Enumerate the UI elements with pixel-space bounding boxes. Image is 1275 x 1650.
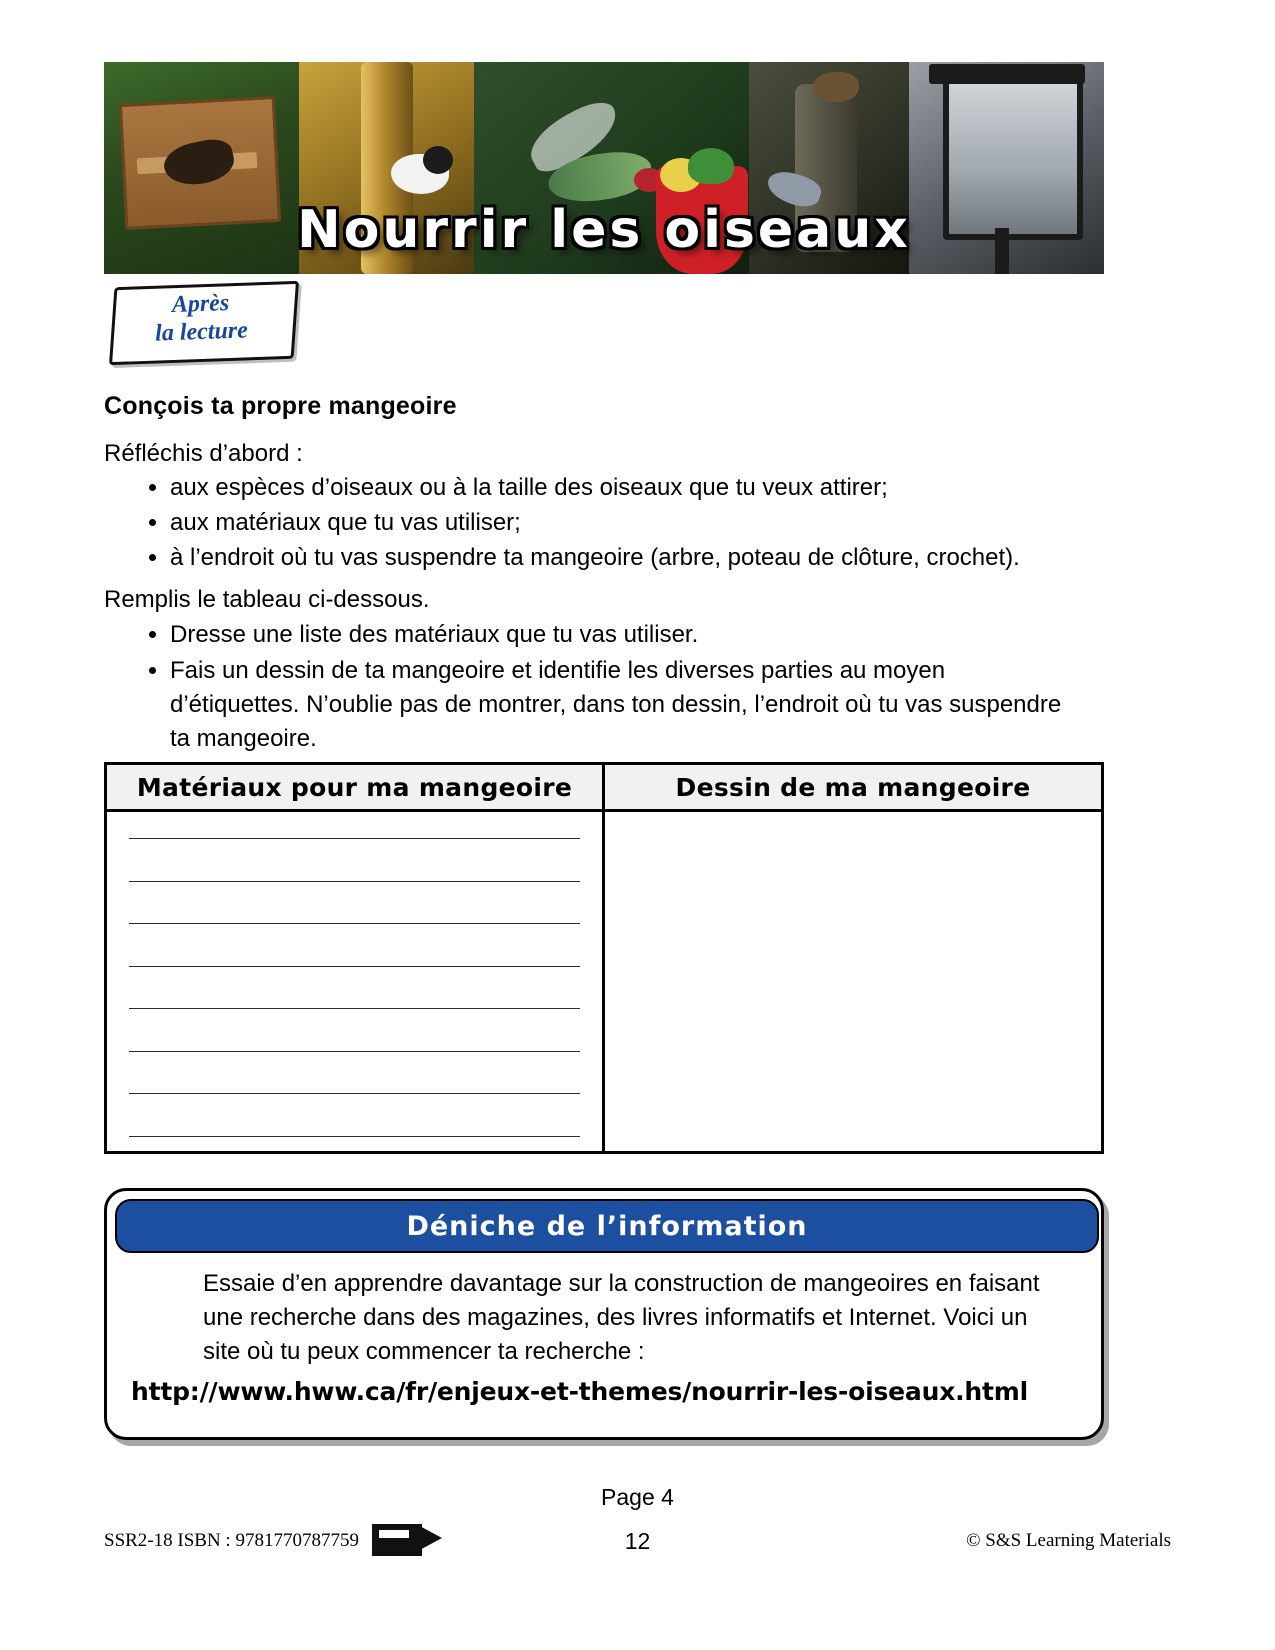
writing-line[interactable] bbox=[129, 1051, 580, 1052]
list-item: • Dresse une liste des matériaux que tu vas utiliser. bbox=[170, 618, 1070, 652]
page-label: Page 4 bbox=[601, 1484, 674, 1510]
list-item: • Fais un dessin de ta mangeoire et identifie les diverses parties au moyen d’étiquettes. N’oublie pas de montrer, dans ton dessin, l’endroit où tu vas suspendre ta mangeoire. bbox=[170, 654, 1070, 756]
list-item: • aux espèces d’oiseaux ou à la taille des oiseaux que tu veux attirer; bbox=[170, 472, 1150, 504]
instruction-list-2 bbox=[142, 618, 1070, 758]
instruction-list-1 bbox=[142, 472, 1150, 577]
badge-label bbox=[111, 287, 291, 349]
footer-page-number: 12 bbox=[624, 1528, 651, 1554]
banner-photo-sock-feeder-nuthatch bbox=[749, 62, 909, 274]
header-photo-banner bbox=[104, 62, 1104, 274]
banner-photo-wooden-box-feeder bbox=[104, 62, 299, 274]
table-body-row bbox=[107, 812, 1101, 1151]
worksheet-table bbox=[104, 762, 1104, 1154]
perched-bird-shape bbox=[813, 72, 859, 102]
footer-copyright: © S&S Learning Materials bbox=[966, 1530, 1171, 1551]
instruction-lead-2: Remplis le tableau ci-dessous. bbox=[104, 586, 430, 613]
writing-line[interactable] bbox=[129, 966, 580, 967]
writing-line[interactable] bbox=[129, 838, 580, 839]
after-reading-badge bbox=[112, 284, 290, 356]
instruction-lead-1: Réfléchis d’abord : bbox=[104, 440, 303, 467]
lantern-feeder-shape bbox=[943, 78, 1083, 240]
table-header-drawing: Dessin de ma mangeoire bbox=[675, 772, 1031, 802]
information-callout-box bbox=[104, 1188, 1104, 1440]
information-callout-header bbox=[115, 1199, 1099, 1253]
list-item: • aux matériaux que tu vas utiliser; bbox=[170, 507, 1150, 539]
list-item: • à l’endroit où tu vas suspendre ta mangeoire (arbre, poteau de clôture, crochet). bbox=[170, 542, 1150, 574]
information-callout-title: Déniche de l’information bbox=[406, 1210, 808, 1242]
banner-photo-lantern-feeder bbox=[909, 62, 1104, 274]
badge-label-line1: Après bbox=[171, 290, 230, 319]
writing-line[interactable] bbox=[129, 1136, 580, 1137]
materials-answer-area[interactable] bbox=[107, 812, 605, 1151]
sock-feeder-shape bbox=[795, 84, 857, 252]
green-flower-shape bbox=[688, 148, 734, 184]
writing-line[interactable] bbox=[129, 1093, 580, 1094]
section-title: Conçois ta propre mangeoire bbox=[104, 392, 457, 420]
lantern-stand-shape bbox=[995, 228, 1009, 274]
drawing-answer-area[interactable] bbox=[605, 812, 1101, 1151]
page-title: Nourrir les oiseaux bbox=[297, 200, 911, 260]
table-header-row bbox=[107, 765, 1101, 812]
footer-isbn: SSR2-18 ISBN : 9781770787759 bbox=[104, 1530, 359, 1551]
writing-line[interactable] bbox=[129, 1008, 580, 1009]
chickadee-head-shape bbox=[423, 146, 453, 174]
banner-photo-hummingbird-feeder bbox=[474, 62, 749, 274]
writing-line[interactable] bbox=[129, 923, 580, 924]
badge-label-line2: la lecture bbox=[154, 317, 249, 347]
banner-photo-tube-feeder-chickadee bbox=[299, 62, 474, 274]
table-header-materials: Matériaux pour ma mangeoire bbox=[107, 765, 605, 809]
information-callout-url[interactable]: http://www.hww.ca/fr/enjeux-et-themes/nourrir-les-oiseaux.html bbox=[131, 1377, 1028, 1406]
information-callout-body: Essaie d’en apprendre davantage sur la construction de mangeoires en faisant une recherche dans des magazines, des livres informatifs et Internet. Voici un site où tu peux commencer ta recherche : bbox=[203, 1270, 1040, 1365]
writing-line[interactable] bbox=[129, 881, 580, 882]
